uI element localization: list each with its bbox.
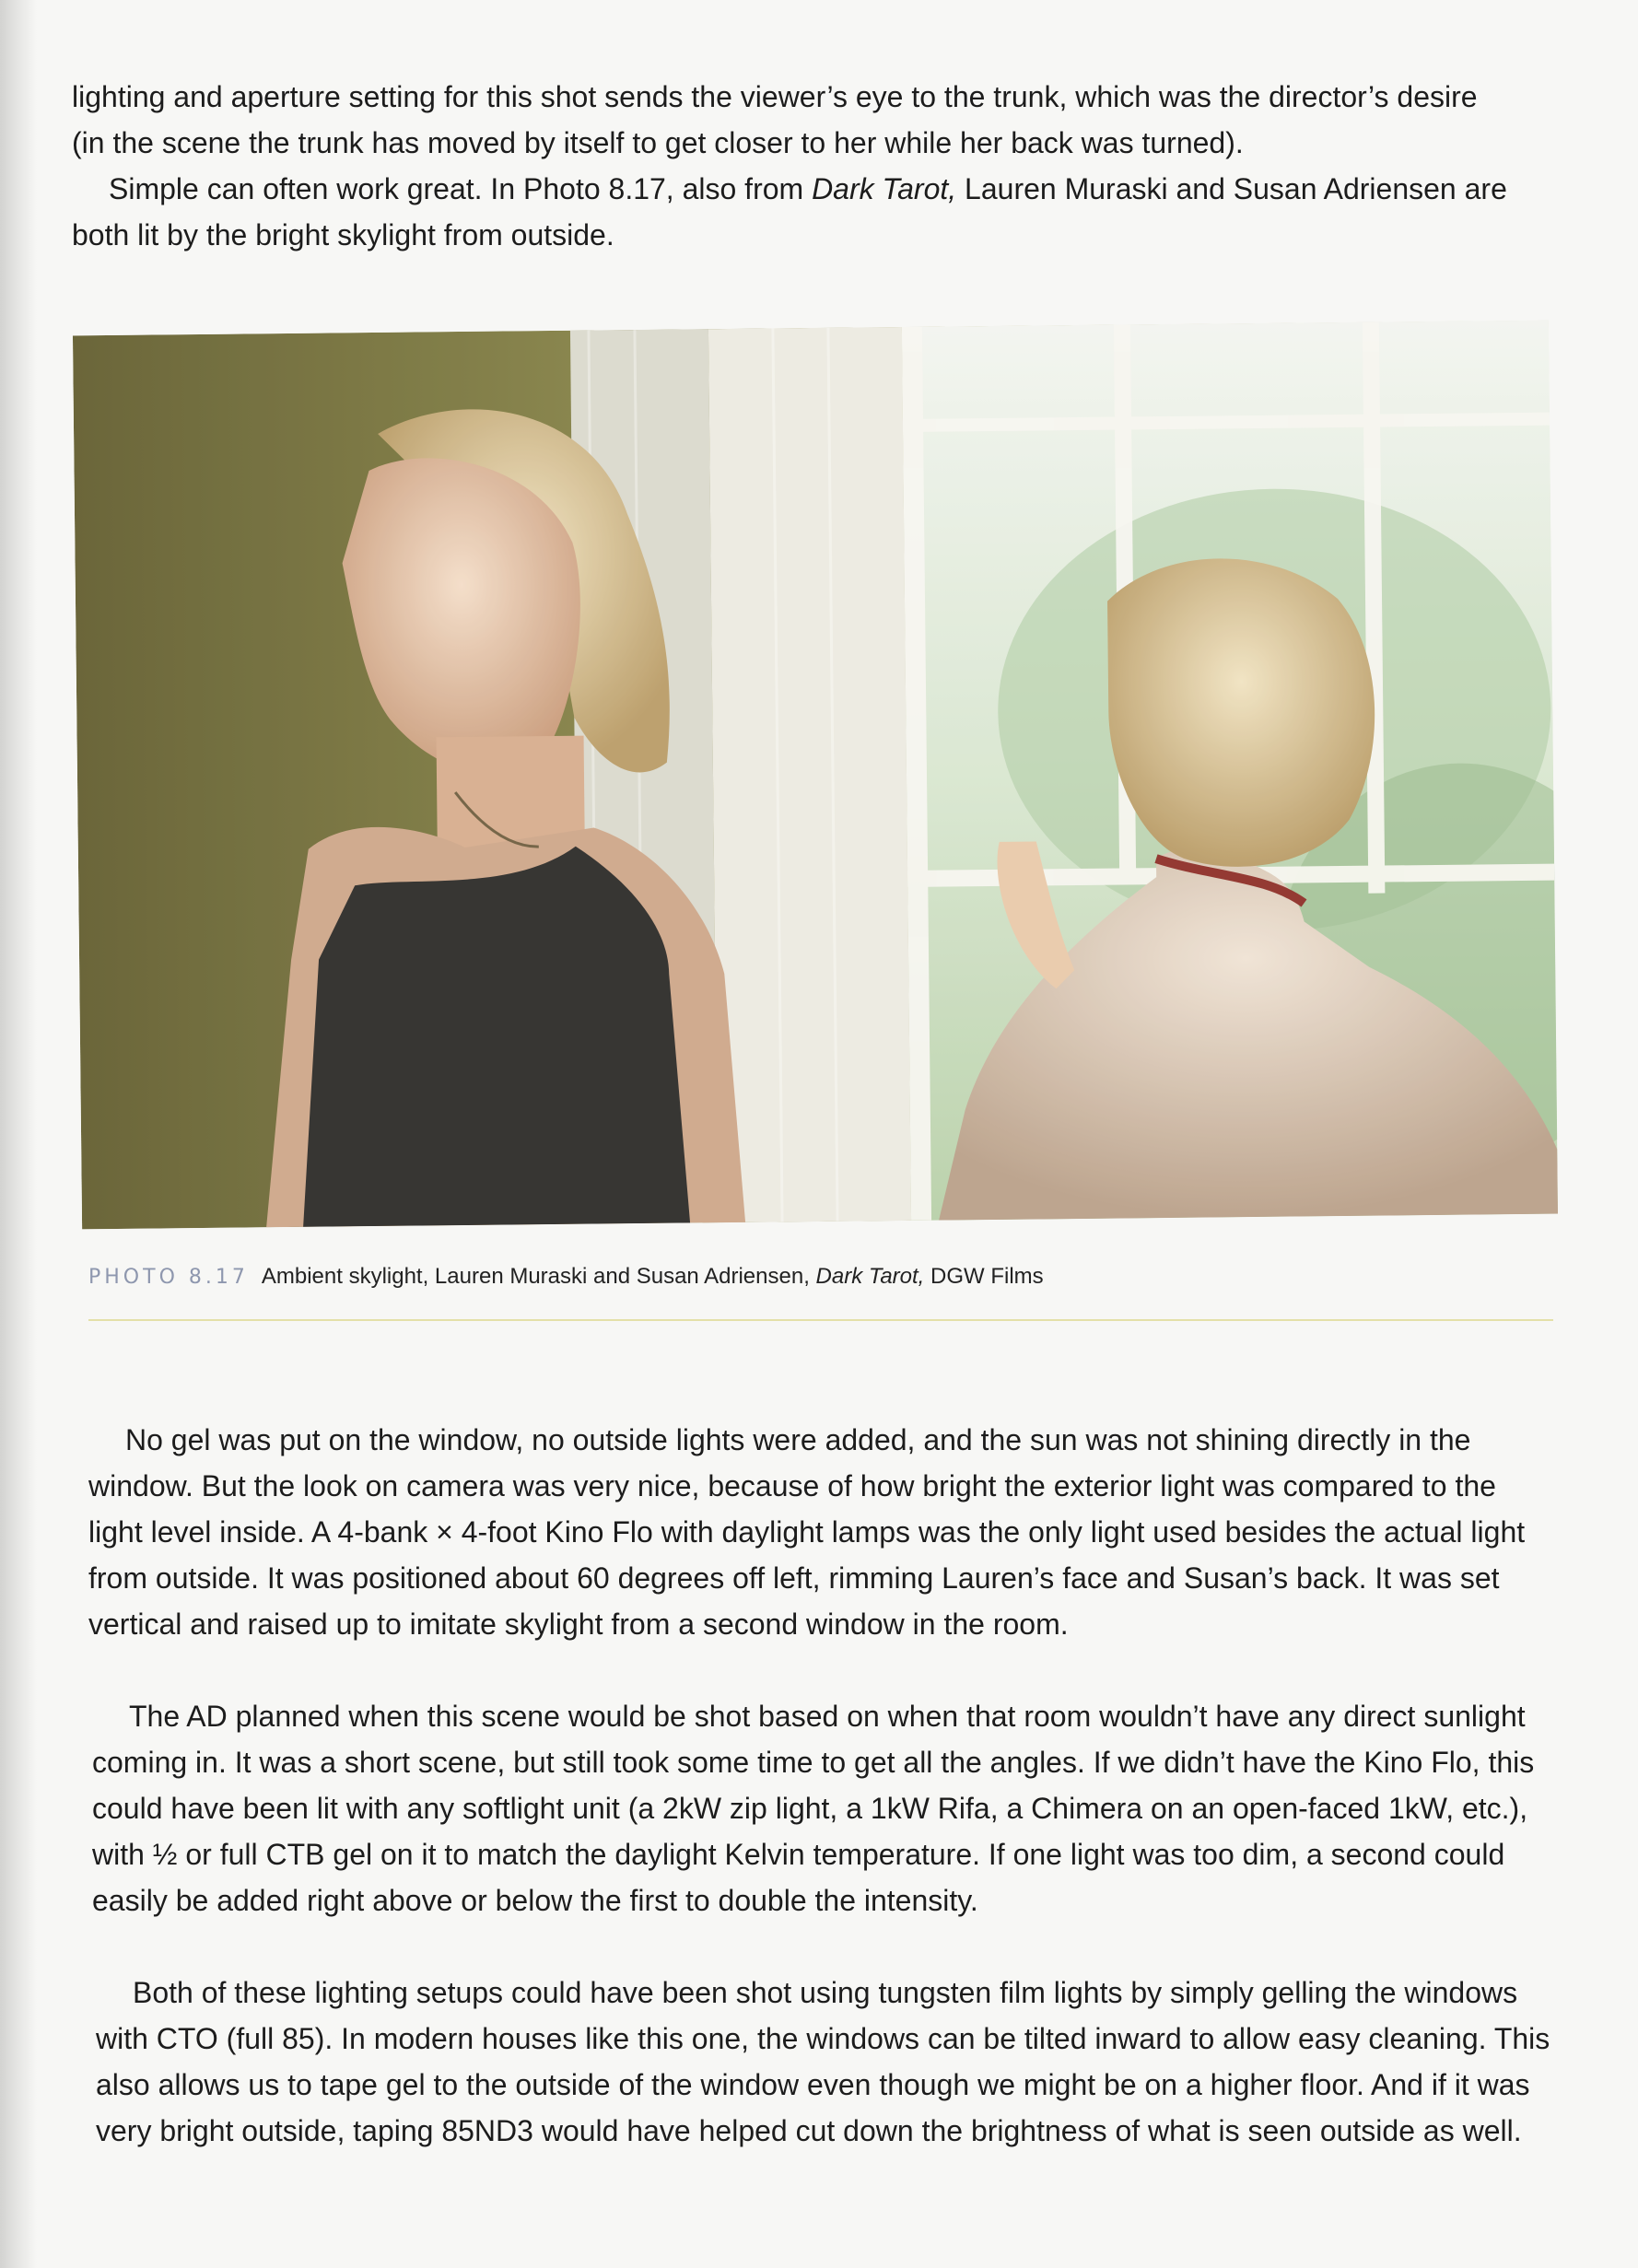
- intro-p2-film-title: Dark Tarot,: [812, 172, 957, 205]
- page-spine-shadow: [0, 0, 37, 2268]
- body-paragraph-3: Both of these lighting setups could have been shot using tungsten film lights by simply gelling the windows with CTO (full 85). In modern houses like this one, the windows can be tilted inward to allow easy cleaning. This also allows us to tape gel to the outside of the window even though we might be on a higher floor. And if it was very bright outside, taping 85ND3 would have helped cut down the brightness of what is seen outside as well.: [96, 1976, 1550, 2147]
- photo-8-17-image: [73, 321, 1558, 1230]
- photo-caption: [88, 1262, 1470, 1292]
- intro-p2-text: Simple can often work great. In Photo 8.17, also from: [109, 172, 813, 205]
- intro-p2-text-end: Lauren Muraski and Susan Adriensen are both lit by the bright skylight from outside.: [72, 172, 1507, 251]
- caption-divider: [88, 1319, 1553, 1321]
- caption-film-title: Dark Tarot,: [815, 1264, 925, 1289]
- intro-paragraph-2: [72, 166, 1509, 258]
- figure-label: PHOTO 8.17: [88, 1266, 249, 1289]
- body-paragraph-2: The AD planned when this scene would be shot based on when that room wouldn’t have any direct sunlight coming in. It was a short scene, but still took some time to get all the angles. If we didn’t have the Kino Flo, this could have been lit with any softlight unit (a 2kW zip light, a 1kW Rifa, a Chimera on an open-faced 1kW, etc.), with ½ or full CTB gel on it to match the daylight Kelvin temperature. If one light was too dim, a second could easily be added right above or below the first to double the intensity.: [92, 1700, 1535, 1917]
- body-paragraph-1: No gel was put on the window, no outside lights were added, and the sun was not shining directly in the window. But the look on camera was very nice, because of how bright the exterior light was compared to the light level inside. A 4-bank × 4-foot Kino Flo with daylight lamps was the only light used besides the actual light from outside. It was positioned about 60 degrees off left, rimming Lauren’s face and Susan’s back. It was set vertical and raised up to imitate skylight from a second window in the room.: [88, 1423, 1526, 1641]
- caption-text: Ambient skylight, Lauren Muraski and Susan Adriensen,: [261, 1264, 816, 1289]
- caption-text-end: DGW Films: [924, 1264, 1044, 1289]
- photo-illustration: [73, 321, 1558, 1230]
- intro-paragraph-1: lighting and aperture setting for this shot sends the viewer’s eye to the trunk, which was the director’s desire (in the scene the trunk has moved by itself to get closer to her while her back was turned).: [72, 80, 1478, 159]
